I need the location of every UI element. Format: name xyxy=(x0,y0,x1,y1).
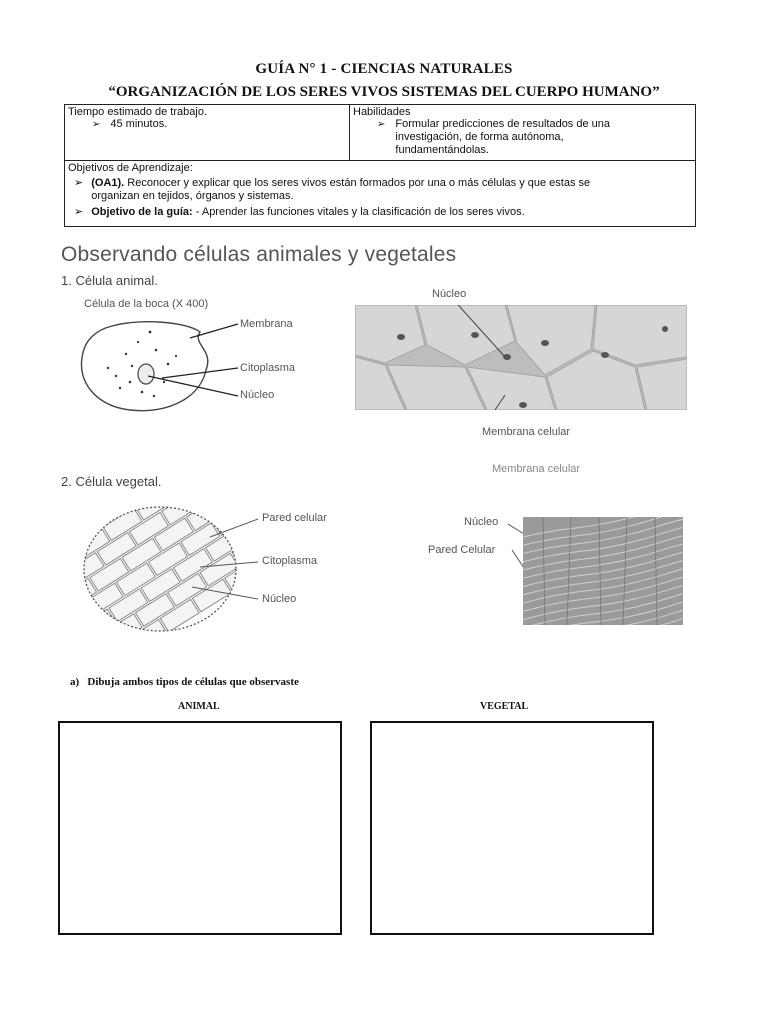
oa1-code: (OA1). xyxy=(91,177,125,189)
cut-off-caption: Membrana celular xyxy=(492,463,581,473)
label-membrane: Membrana xyxy=(240,318,293,330)
plant-photo-label-wall: Pared Celular xyxy=(428,544,496,556)
arrow-bullet-icon: ➢ xyxy=(92,119,101,130)
animal-box-label: ANIMAL xyxy=(178,701,220,712)
section-title: Observando células animales y vegetales xyxy=(61,243,457,266)
animal-cell-heading: 1. Célula animal. xyxy=(61,273,158,288)
objectives-heading: Objetivos de Aprendizaje: xyxy=(68,162,193,174)
plant-drawing-box[interactable] xyxy=(370,721,654,935)
cell-nucleus-shape xyxy=(138,364,154,384)
guide-objective-label: Objetivo de la guía: xyxy=(91,206,193,218)
wall-pointer xyxy=(210,519,258,537)
plant-cell-micrograph xyxy=(523,517,683,625)
time-bullet xyxy=(68,118,346,131)
skills-heading: Habilidades xyxy=(353,106,411,118)
label-cytoplasm: Citoplasma xyxy=(240,362,296,374)
label-cell-wall: Pared celular xyxy=(262,512,327,524)
guide-objective-text: - Aprender las funciones vitales y la clasificación de los seres vivos. xyxy=(192,206,525,218)
membrane-pointer xyxy=(190,324,238,338)
photo-label-membrane: Membrana celular xyxy=(482,426,571,438)
time-value: 45 minutos. xyxy=(110,118,168,130)
plant-cell-diagram xyxy=(82,505,342,635)
animal-cell-diagram xyxy=(72,312,362,422)
skills-bullet xyxy=(353,118,692,157)
skills-line: fundamentándolas. xyxy=(395,144,489,156)
guide-title: GUÍA N° 1 - CIENCIAS NATURALES xyxy=(255,61,513,77)
skills-line: Formular predicciones de resultados de una xyxy=(395,118,611,130)
plant-box-label: VEGETAL xyxy=(480,701,529,712)
arrow-bullet-icon: ➢ xyxy=(74,177,84,189)
info-table xyxy=(64,104,696,227)
guide-subtitle: “ORGANIZACIÓN DE LOS SERES VIVOS SISTEMAS DEL CUERPO HUMANO” xyxy=(108,84,660,100)
label-nucleus-plant: Núcleo xyxy=(262,593,297,605)
photo-label-nucleus: Núcleo xyxy=(432,288,467,300)
skills-cell xyxy=(350,105,696,161)
animal-diagram-caption: Célula de la boca (X 400) xyxy=(84,298,209,310)
time-cell xyxy=(65,105,350,161)
cytoplasm-granules xyxy=(107,331,177,398)
objectives-cell xyxy=(65,161,696,227)
activity-letter: a) xyxy=(70,676,80,688)
activity-prompt xyxy=(70,676,299,688)
guide-objective-bullet xyxy=(68,206,692,219)
label-nucleus: Núcleo xyxy=(240,389,275,401)
animal-drawing-box[interactable] xyxy=(58,721,342,935)
time-heading: Tiempo estimado de trabajo. xyxy=(68,106,207,118)
arrow-bullet-icon: ➢ xyxy=(377,119,386,130)
arrow-bullet-icon: ➢ xyxy=(74,206,84,218)
cytoplasm-pointer xyxy=(162,368,238,378)
activity-text: Dibuja ambos tipos de células que observaste xyxy=(87,676,299,688)
skills-line: investigación, de forma autónoma, xyxy=(395,131,564,143)
oa1-bullet xyxy=(68,177,692,203)
oa1-text: Reconocer y explicar que los seres vivos están formados por una o más células y que estas se xyxy=(127,177,591,189)
animal-cell-micrograph xyxy=(355,305,687,410)
oa1-text: organizan en tejidos, órganos y sistemas. xyxy=(91,190,294,202)
plant-photo-label-nucleus: Núcleo xyxy=(464,516,499,528)
label-cytoplasm-plant: Citoplasma xyxy=(262,555,318,567)
plant-cell-heading: 2. Célula vegetal. xyxy=(61,474,162,489)
